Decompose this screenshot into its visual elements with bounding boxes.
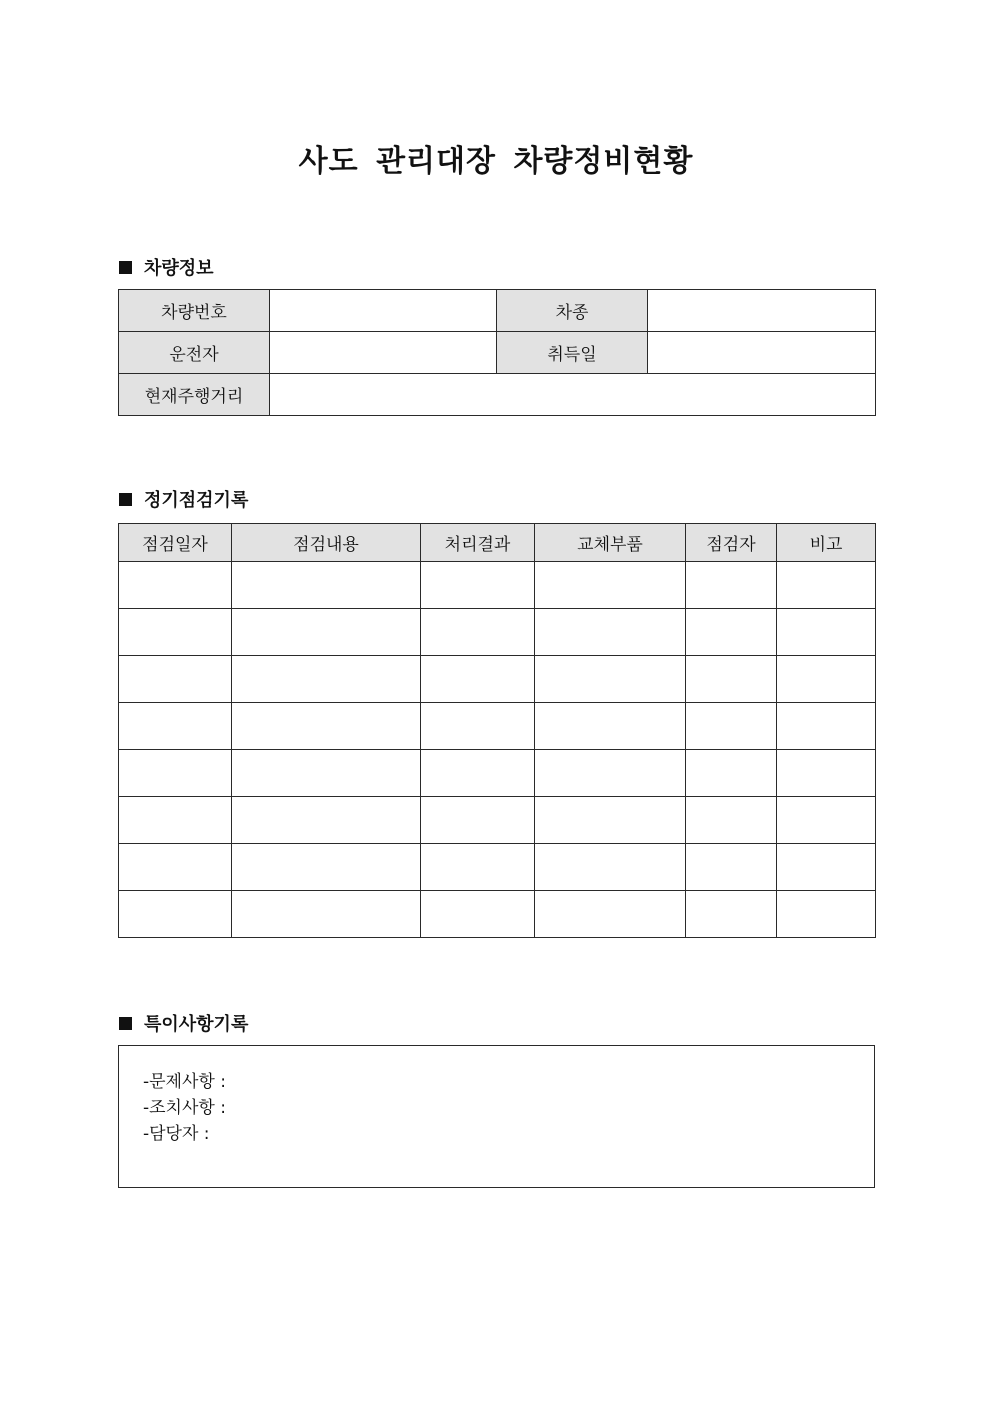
person-in-charge-note: -담당자 : xyxy=(143,1124,210,1144)
table-cell[interactable] xyxy=(232,562,421,609)
vehicle-info-heading-text: 차량정보 xyxy=(144,258,214,279)
table-cell[interactable] xyxy=(777,703,876,750)
table-cell[interactable] xyxy=(686,656,777,703)
page-title: 사도 관리대장 차량정비현황 xyxy=(298,144,694,179)
square-bullet-icon xyxy=(119,1017,132,1030)
column-header-remarks: 비고 xyxy=(777,524,876,562)
table-row xyxy=(119,844,876,891)
inspection-heading-text: 정기점검기록 xyxy=(144,490,249,511)
table-cell[interactable] xyxy=(686,750,777,797)
table-cell[interactable] xyxy=(777,797,876,844)
vehicle-row xyxy=(119,290,876,332)
problem-note: -문제사항 : xyxy=(143,1072,226,1092)
acquisition-date-field[interactable] xyxy=(648,332,876,374)
table-cell[interactable] xyxy=(232,844,421,891)
table-cell[interactable] xyxy=(421,609,535,656)
current-mileage-field[interactable] xyxy=(270,374,876,416)
vehicle-row xyxy=(119,332,876,374)
table-cell[interactable] xyxy=(119,656,232,703)
table-cell[interactable] xyxy=(119,562,232,609)
square-bullet-icon xyxy=(119,493,132,506)
driver-field[interactable] xyxy=(270,332,497,374)
column-header-inspector: 점검자 xyxy=(686,524,777,562)
inspection-header-row xyxy=(119,524,876,562)
table-cell[interactable] xyxy=(777,750,876,797)
current-mileage-label: 현재주행거리 xyxy=(119,374,270,416)
table-cell[interactable] xyxy=(535,562,686,609)
table-row xyxy=(119,562,876,609)
notes-heading-text: 특이사항기록 xyxy=(144,1014,249,1035)
table-cell[interactable] xyxy=(232,703,421,750)
table-row xyxy=(119,609,876,656)
table-cell[interactable] xyxy=(119,703,232,750)
table-cell[interactable] xyxy=(686,797,777,844)
square-bullet-icon xyxy=(119,261,132,274)
table-cell[interactable] xyxy=(686,609,777,656)
vehicle-info-table xyxy=(118,289,876,416)
table-row xyxy=(119,797,876,844)
table-cell[interactable] xyxy=(119,609,232,656)
table-row xyxy=(119,703,876,750)
vehicle-info-heading xyxy=(119,254,214,280)
table-cell[interactable] xyxy=(119,750,232,797)
vehicle-type-field[interactable] xyxy=(648,290,876,332)
column-header-date: 점검일자 xyxy=(119,524,232,562)
table-cell[interactable] xyxy=(777,656,876,703)
vehicle-row xyxy=(119,374,876,416)
table-row xyxy=(119,891,876,938)
table-cell[interactable] xyxy=(232,891,421,938)
table-cell[interactable] xyxy=(421,750,535,797)
table-cell[interactable] xyxy=(686,703,777,750)
plate-number-field[interactable] xyxy=(270,290,497,332)
table-cell[interactable] xyxy=(421,891,535,938)
table-cell[interactable] xyxy=(535,609,686,656)
table-cell[interactable] xyxy=(421,703,535,750)
table-row xyxy=(119,656,876,703)
table-cell[interactable] xyxy=(119,891,232,938)
table-cell[interactable] xyxy=(421,844,535,891)
table-cell[interactable] xyxy=(421,562,535,609)
notes-heading xyxy=(119,1010,248,1036)
vehicle-type-label: 차종 xyxy=(497,290,648,332)
inspection-table xyxy=(118,523,876,938)
table-cell[interactable] xyxy=(421,656,535,703)
column-header-parts: 교체부품 xyxy=(535,524,686,562)
table-cell[interactable] xyxy=(686,844,777,891)
inspection-heading xyxy=(119,486,248,512)
table-cell[interactable] xyxy=(232,797,421,844)
table-cell[interactable] xyxy=(535,797,686,844)
table-cell[interactable] xyxy=(535,891,686,938)
action-note: -조치사항 : xyxy=(143,1098,226,1118)
table-cell[interactable] xyxy=(119,797,232,844)
table-cell[interactable] xyxy=(535,656,686,703)
driver-label: 운전자 xyxy=(119,332,270,374)
column-header-content: 점검내용 xyxy=(232,524,421,562)
inspection-body xyxy=(119,562,876,938)
table-cell[interactable] xyxy=(421,797,535,844)
table-row xyxy=(119,750,876,797)
table-cell[interactable] xyxy=(119,844,232,891)
table-cell[interactable] xyxy=(777,891,876,938)
table-cell[interactable] xyxy=(686,562,777,609)
table-cell[interactable] xyxy=(535,703,686,750)
table-cell[interactable] xyxy=(686,891,777,938)
table-cell[interactable] xyxy=(232,656,421,703)
table-cell[interactable] xyxy=(232,750,421,797)
table-cell[interactable] xyxy=(777,609,876,656)
notes-box[interactable] xyxy=(118,1045,875,1188)
column-header-result: 처리결과 xyxy=(421,524,535,562)
table-cell[interactable] xyxy=(232,609,421,656)
table-cell[interactable] xyxy=(777,562,876,609)
acquisition-date-label: 취득일 xyxy=(497,332,648,374)
plate-number-label: 차량번호 xyxy=(119,290,270,332)
table-cell[interactable] xyxy=(777,844,876,891)
table-cell[interactable] xyxy=(535,750,686,797)
table-cell[interactable] xyxy=(535,844,686,891)
